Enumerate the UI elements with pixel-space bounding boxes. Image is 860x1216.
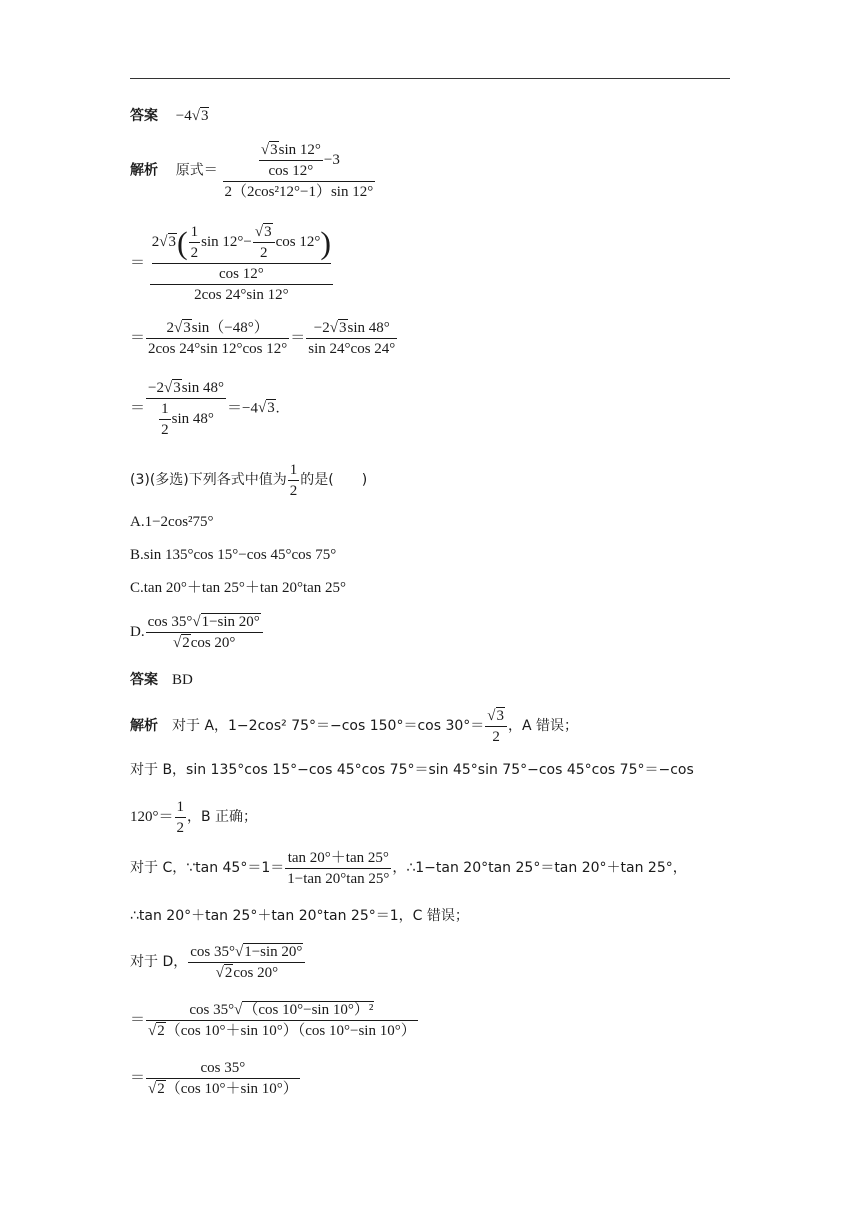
analysis-3-b2: 120°＝ $\frac{1}{2}$ ，B 正确； — [130, 799, 258, 836]
analysis-3-d2: ＝ $\frac{\text{cos 35°√（cos 10°−sin 10°）²}}{√2(\cos 10^\circ+\sin 10^\circ)(\cos 10^\circ-\sin 10^\circ)}$ — [130, 1002, 416, 1039]
step1-denominator: 2（2cos²12°−1）sin 12° — [223, 181, 376, 202]
analysis-3-c2: ∴tan 20°＋tan 25°＋tan 20°tan 25°＝1，C 错误； — [130, 908, 469, 924]
option-a: A.1−2cos²75° — [130, 514, 214, 530]
top-rule — [130, 78, 730, 79]
analysis-3-d3: ＝ $\frac{\cos 35^\circ}{√2(\cos 10^\circ+\sin 10^\circ)}$ — [130, 1060, 298, 1097]
step4-fraction: −2√3sin 48° $\frac{1}{2}$ sin 48° — [148, 380, 224, 438]
question-3-half: $\frac{1}{2}$ — [289, 462, 298, 499]
step3-fraction-2: $\frac{-2√3\sin 48^\circ}{\sin 24^\circ\cos 24^\circ}$ — [308, 320, 396, 357]
question-3: (3)(多选)下列各式中值为 $\frac{1}{2}$ 的是( ) — [130, 462, 368, 499]
answer-line-3: 答案 BD — [130, 672, 193, 688]
option-d: D. $\frac{\cos 35^\circ√1-\sin 20^\circ}{√2\cos 20^\circ}$ — [130, 612, 264, 653]
step1-fraction: $\frac{√3\sin 12^\circ}{\cos 12^\circ}$ −3 2（2cos²12°−1）sin 12° — [224, 142, 374, 200]
analysis-3-d1: 对于 D， $\frac{\cos 35^\circ√1-\sin 20^\circ}{√2\cos 20^\circ}$ — [130, 942, 306, 983]
analysis-step-3: ＝ $\frac{2√3\sin(-48^\circ)}{2\cos 24^\circ\sin 12^\circ\cos 12^\circ}$ ＝ $\frac{-2√3\sin 48^\circ}{\sin 24^\circ\cos 24^\circ}$ — [130, 320, 396, 357]
analysis-3-c1: 对于 C，∵tan 45°＝1＝ $\frac{\tan 20^\circ+\tan 25^\circ}{1-\tan 20^\circ\tan 25^\circ}$ ，∴1−tan 20°tan 25°＝tan 20°＋tan 25°， — [130, 850, 687, 887]
option-c: C.tan 20°＋tan 25°＋tan 20°tan 25° — [130, 580, 347, 596]
answer-label: 答案 — [130, 108, 158, 124]
answer-3-value: BD — [172, 672, 193, 688]
analysis-3-a: 解析 对于 A，1−2cos² 75°＝−cos 150°＝cos 30°＝ $\frac{√3}{2}$ ，A 错误； — [130, 708, 579, 745]
analysis-line-1 — [130, 140, 376, 202]
step1-inner-fraction: $\frac{√3\sin 12^\circ}{\cos 12^\circ}$ — [260, 142, 321, 179]
analysis-step-4: ＝ −2√3sin 48° $\frac{1}{2}$ sin 48° ＝−4√3. — [130, 380, 280, 438]
tan-sum-fraction: $\frac{\tan 20^\circ+\tan 25^\circ}{1-\tan 20^\circ\tan 25^\circ}$ — [287, 850, 390, 887]
analysis-label: 解析 — [130, 162, 158, 179]
sqrt-sign: √3 — [191, 108, 209, 124]
step2-fraction: 2√3( $\frac{1}{2}$ sin 12°− $\frac{√3}{2}$ cos 12°) cos 12° 2cos 24°sin 12° — [151, 224, 332, 303]
option-d-fraction: $\frac{\cos 35^\circ√1-\sin 20^\circ}{√2\cos 20^\circ}$ — [146, 612, 263, 653]
step3-fraction-1: $\frac{2√3\sin(-48^\circ)}{2\cos 24^\circ\sin 12^\circ\cos 12^\circ}$ — [148, 320, 288, 357]
analysis-step-2: ＝ 2√3( $\frac{1}{2}$ sin 12°− $\frac{√3}{2}$ cos 12°) cos 12° 2cos 24°sin 12° — [130, 224, 332, 303]
analysis-3-b1: 对于 B，sin 135°cos 15°−cos 45°cos 75°＝sin 45°sin 75°−cos 45°cos 75°＝−cos — [130, 762, 694, 778]
answer-value-coef: −4 — [175, 108, 192, 124]
option-b: B.sin 135°cos 15°−cos 45°cos 75° — [130, 547, 337, 563]
original-expr-label: 原式＝ — [175, 162, 218, 179]
answer-line-1 — [130, 106, 209, 126]
